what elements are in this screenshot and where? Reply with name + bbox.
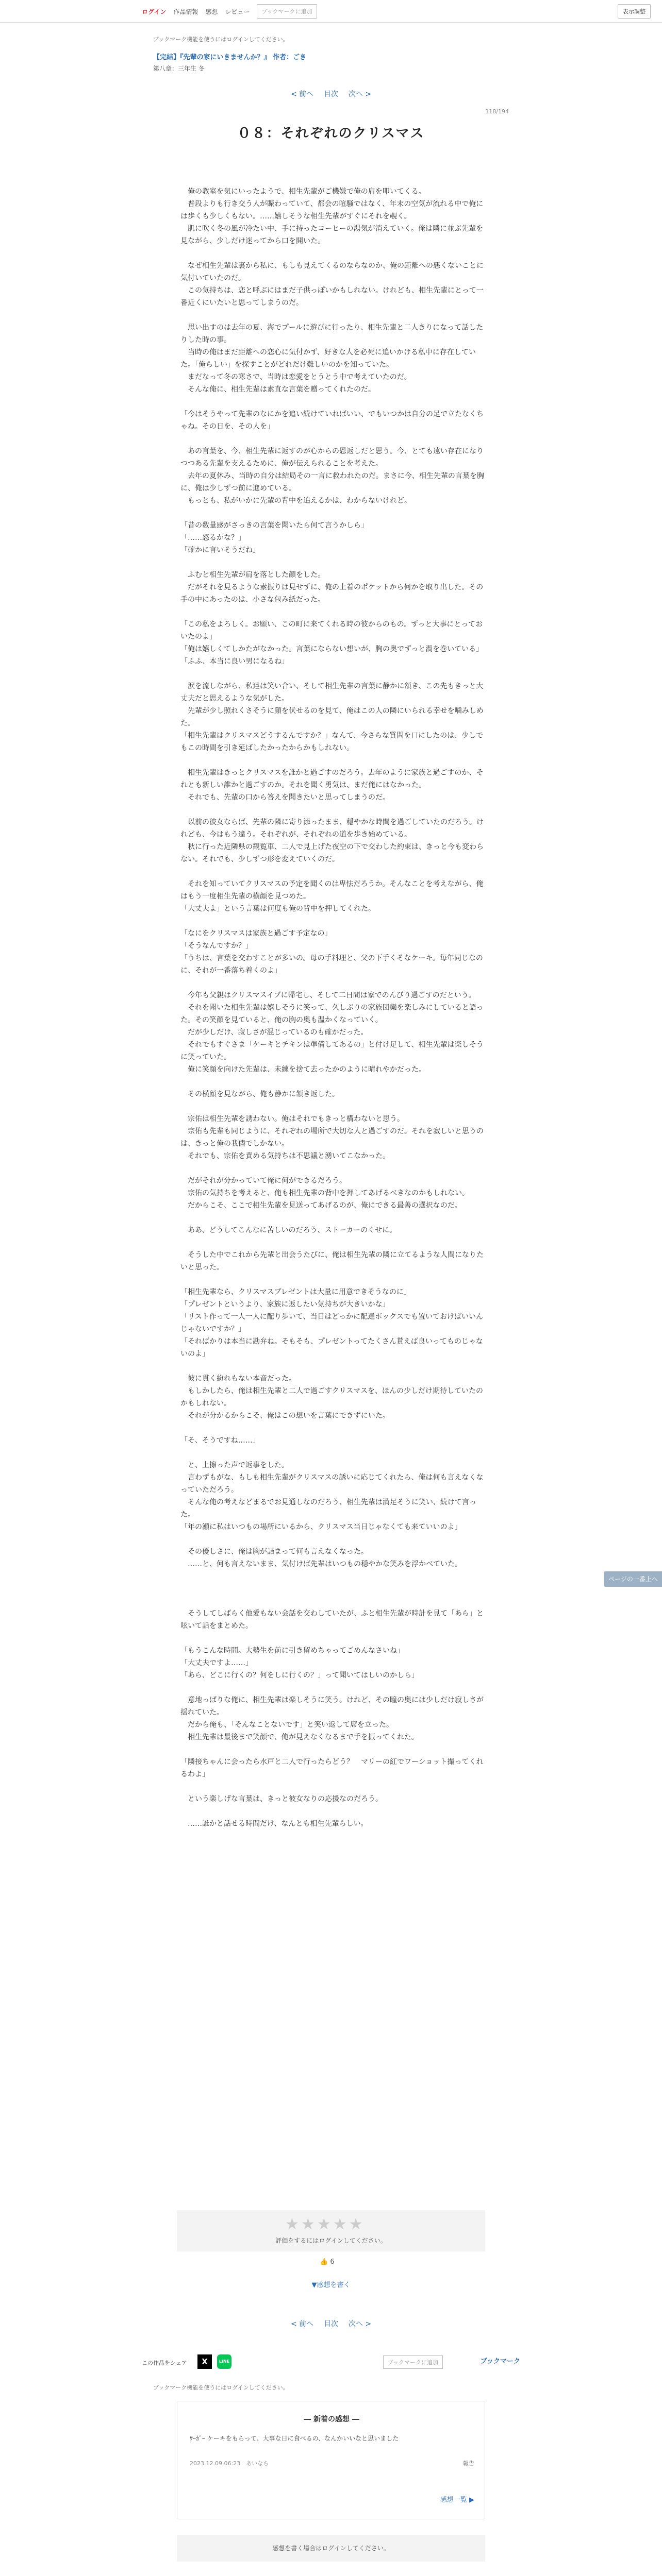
paragraph: 涙を流しながら、私達は笑い合い、そして相生先輩の言葉に静かに頷き、この先もきっと大丈夫だと思えるような気がした。 (180, 682, 484, 703)
paragraph-gap (180, 1583, 485, 1595)
paragraph: それが分かるからこそ、俺はこの想いを言葉にできずにいた。 (180, 1412, 390, 1420)
paragraph-gap (180, 1100, 485, 1113)
share-label: この作品をシェア (142, 2360, 187, 2366)
next-link[interactable]: 次へ > (349, 2320, 372, 2328)
paragraph-gap (180, 1781, 485, 1793)
paragraph: 「確かに言いそうだね」 (180, 546, 260, 554)
rating-login-message: 評価をするにはログインしてください。 (275, 2237, 387, 2244)
paragraph: だがそれが分かっていて俺に何ができるだろう。 (180, 1177, 346, 1185)
like-button[interactable] (320, 2258, 335, 2266)
rating-stars[interactable] (285, 2215, 363, 2233)
bookmark-notice: ブックマーク機能を使うにはログインしてください。 (153, 36, 289, 43)
bookmark-link[interactable]: ブックマーク (480, 2358, 520, 2365)
novel-body (180, 185, 485, 1830)
paragraph-gap (180, 1447, 485, 1459)
paragraph: ……誰かと話せる時間だけ、なんとも相生先輩らしい。 (180, 1820, 368, 1828)
latest-review-meta: 2023.12.09 06:23 あいなち (190, 2460, 269, 2467)
paragraph: だが少しだけ、寂しさが混じっているのも確かだった。 (180, 1028, 368, 1037)
thumbs-up-icon: 👍 (320, 2258, 328, 2266)
paragraph: と、上擦った声で返事をした。 (180, 1461, 289, 1469)
paragraph: 秋に行った近隣県の観覧車、二人で見上げた夜空の下で交わした約束は、きっと今も変わらない。それでも、少しずつ形を変えていくのだ。 (180, 843, 484, 863)
paragraph-gap (180, 1595, 485, 1607)
paragraph: もしかしたら、俺は相生先輩と二人で過ごすクリスマスを、ほんの少しだけ期待していたのかもしれない。 (180, 1387, 484, 1408)
paragraph: 先輩が少し照れくさそうに顔を伏せるのを見て、俺はこの人の隣にいられる幸せを噛みしめた。 (180, 707, 484, 727)
paragraph: 普段よりも行き交う人が賑わっていて、都会の喧騒ではなく、年末の空気が流れる中で俺には歩くも少しくもない。……嬉しそうな相生先輩がすぐにそれを覗く。 (180, 200, 484, 221)
top-menu (142, 4, 317, 19)
bookmark-add-button-top[interactable]: ブックマークに追加 (257, 4, 317, 19)
paragraph-gap (180, 1162, 485, 1175)
star-icon[interactable]: ★ (333, 2215, 347, 2233)
paragraph: あの言葉を、今、相生先輩に返すのが心からの恩返しだと思う。今、とても遠い存在になりつつある先輩を支えるために、俺が伝えられることを考えた。 (180, 447, 484, 468)
line-share-icon[interactable]: LINE (217, 2354, 231, 2369)
paragraph: 宗佑の気持ちを考えると、俺も相生先輩の背中を押してあげるべきなのかもしれない。 (180, 1189, 469, 1197)
paragraph: だから俺も、「そんなことないです」と笑い返して席を立った。 (180, 1721, 393, 1729)
paragraph: まだなって冬の寒さで、当時は恋愛をとうとう中で考えていたのだ。 (180, 373, 411, 381)
paragraph-gap (180, 866, 485, 878)
paragraph: 相生先輩はきっとクリスマスを誰かと過ごすのだろう。去年のように家族と過ごすのか、それとも新しい誰かと過ごすのか。それを聞く勇気は、まだ俺にはなかった。 (180, 769, 484, 789)
review-login-message: 感想を書く場合はログインしてください。 (177, 2535, 485, 2562)
rating-box (177, 2210, 485, 2251)
paragraph: 「今はそうやって先輩のなにかを追い続けていればいい、でもいつかは自分の足で立たなくちゃね。その日を、その人を」 (180, 410, 484, 431)
paragraph: 相生先輩は最後まで笑顔で、俺が見えなくなるまで手を振ってくれた。 (180, 1733, 419, 1741)
paragraph-gap (180, 1076, 485, 1088)
latest-review-title: ― 新着の感想 ― (304, 2415, 359, 2424)
chapter-nav-bottom (0, 2318, 662, 2329)
x-share-icon[interactable]: X (197, 2354, 212, 2369)
paragraph: 「ふふ、本当に良い男になるね」 (180, 657, 289, 666)
paragraph: そうした中でこれから先輩と出会うたびに、俺は相生先輩の隣に立てるような人間になりたいと思った。 (180, 1251, 484, 1272)
paragraph: 宗佑も先輩も同じように、それぞれの場所で大切な人と過ごすのだ。それを寂しいと思うのは、きっと俺の我儘でしかない。 (180, 1127, 484, 1148)
paragraph-gap (180, 1743, 485, 1756)
star-icon[interactable]: ★ (349, 2215, 363, 2233)
paragraph-gap (180, 754, 485, 767)
paragraph: ふむと相生先輩が肩を落とした顔をした。 (180, 571, 325, 579)
paragraph-gap (180, 915, 485, 927)
paragraph-gap (180, 1632, 485, 1645)
paragraph: 「そればかりは本当に勘弁ね。そもそも、プレゼントってたくさん貰えば良いってものじゃないのよ」 (180, 1337, 483, 1358)
paragraph-gap (180, 1274, 485, 1286)
paragraph-gap (180, 507, 485, 519)
chapter-group: 第八章：三年生 冬 (153, 65, 205, 72)
chapter-nav-top (0, 89, 662, 99)
paragraph: 「リスト作って一人一人に配り歩いて、当日はどっかに配達ボックスでも置いておけばいいんじゃないですか？」 (180, 1313, 484, 1333)
paragraph: 当時の俺はまだ距離への恋心に気付かず、好きな人を必死に追いかける私中に存在していた。「俺らしい」を探すことがどれだけ難しいのかを知っていた。 (180, 348, 476, 369)
paragraph-gap (180, 977, 485, 989)
menu-work-info[interactable]: 作品情報 (173, 8, 198, 15)
prev-link[interactable]: < 前へ (290, 2320, 313, 2328)
paragraph: そんな俺の考えなどまるでお見通しなのだろう、相生先輩は満足そうに笑い、続けて言った。 (180, 1498, 476, 1519)
paragraph: 「……怒るかな？」 (180, 534, 245, 542)
paragraph: 「昔の数量感がさっきの言葉を聞いたら何て言うかしら」 (180, 521, 368, 530)
paragraph: 俺に笑顔を向けた先輩は、未練を捨て去ったかのように晴れやかだった。 (180, 1065, 426, 1074)
paragraph: ……と、何も言えないまま、気付けば先輩はいつもの穏やかな笑みを浮かべていた。 (180, 1560, 462, 1568)
paragraph: 彼に貫く紛れもない本音だった。 (180, 1375, 296, 1383)
menu-recommend[interactable]: レビュー (225, 8, 250, 15)
login-link[interactable]: ログイン (142, 8, 167, 15)
scroll-top-tab[interactable]: ページの一番上へ (604, 1571, 662, 1587)
paragraph: ああ、どうしてこんなに苦しいのだろう、ストーカーのくせに。 (180, 1226, 397, 1234)
paragraph: 去年の夏休み、当時の自分は結局その一言に救われたのだ。まさに今、相生先輩の言葉を胸に、俺は少しずつ前に進めている。 (180, 472, 484, 493)
paragraph: 「大丈夫ですよ……」 (180, 1659, 253, 1667)
paragraph-gap (180, 1682, 485, 1694)
bookmark-add-button-bottom[interactable]: ブックマークに追加 (383, 2355, 443, 2369)
paragraph: 今年も父親はクリスマスイブに帰宅し、そして二日間は家でのんびり過ごすのだという。 (180, 991, 476, 999)
paragraph: 「もうこんな時間。大勢生を前に引き留めちゃってごめんなさいね」 (180, 1647, 404, 1655)
next-link[interactable]: 次へ > (349, 90, 372, 98)
paragraph: そうしてしばらく他愛もない会話を交わしていたが、ふと相生先輩が時計を見て「あら」と呟いて話をまとめた。 (180, 1609, 484, 1630)
paragraph-gap (180, 804, 485, 816)
paragraph: という楽しげな言葉は、きっと彼女なりの応援なのだろう。 (180, 1795, 383, 1803)
paragraph: 思い出すのは去年の夏、海でプールに遊びに行ったり、相生先輩と二人きりになって話したりした時の事。 (180, 324, 484, 344)
write-review-link[interactable]: ▼感想を書く (311, 2281, 351, 2289)
display-settings-button[interactable]: 表示調整 (618, 4, 651, 19)
paragraph-gap (180, 396, 485, 408)
paragraph: 宗佑は相生先輩を誘わない。俺はそれでもきっと構わないと思う。 (180, 1115, 404, 1123)
paragraph-gap (180, 556, 485, 569)
report-link[interactable]: 報告 (463, 2460, 474, 2467)
paragraph-gap (180, 1236, 485, 1249)
paragraph: 「俺は嬉しくてしかたがなかった。言葉にならない想いが、胸の奥でずっと渦を巻いている」 (180, 645, 484, 653)
paragraph: 言わずもがな、もしも相生先輩がクリスマスの誘いに応じてくれたら、俺は何も言えなくなっていただろう。 (180, 1473, 484, 1494)
paragraph: それを知っていてクリスマスの予定を聞くのは卑怯だろうか。そんなことを考えながら、俺はもう一度相生先輩の横顔を見つめた。 (180, 880, 484, 901)
paragraph: それでもすぐさま「ケーキとチキンは準備してあるの」と付け足して、相生先輩は楽しそうに笑っていた。 (180, 1041, 484, 1061)
paragraph-gap (180, 247, 485, 260)
page-number: 118/194 (485, 108, 509, 115)
menu-reviews[interactable]: 感想 (205, 8, 218, 15)
paragraph-gap (180, 1212, 485, 1224)
paragraph-gap (180, 1533, 485, 1546)
paragraph: 「大丈夫よ」という言葉は何度も俺の背中を押してくれた。 (180, 905, 375, 913)
paragraph-gap (180, 1360, 485, 1372)
chapter-title: ０８：それぞれのクリスマス (237, 126, 425, 141)
paragraph: 肌に吹く冬の風が冷たい中、手に持ったコーヒーの湯気が消えていく。俺は隣に並ぶ先輩を見ながら、少しだけ迷ってから口を開いた。 (180, 225, 484, 245)
paragraph: 「あら、どこに行くの？何をしに行くの？」って聞いてはしいのかしら」 (180, 1671, 419, 1680)
paragraph: 「相生先輩はクリスマスどうするんですか？」なんて、今さらな質問を口にしたのは、少しでもこの時間を引き延ばしたかったからかもしれない。 (180, 732, 484, 752)
paragraph-gap (180, 433, 485, 445)
top-bar (0, 0, 662, 23)
paragraph: 「年の瀬に私はいつもの場所にいるから、クリスマス当日じゃなくても来ていいのよ」 (180, 1523, 462, 1531)
paragraph-gap (180, 606, 485, 618)
paragraph-gap (180, 1570, 485, 1583)
paragraph: 「そ、そうですね……」 (180, 1436, 260, 1445)
paragraph-gap (180, 1805, 485, 1818)
bookmark-notice-bottom: ブックマーク機能を使うにはログインしてください。 (153, 2384, 289, 2391)
star-icon[interactable]: ★ (317, 2215, 331, 2233)
share-row (142, 2349, 520, 2380)
prev-link[interactable]: < 前へ (290, 90, 313, 98)
latest-review-box (177, 2401, 485, 2519)
toc-link[interactable]: 目次 (324, 90, 338, 98)
review-list-link[interactable]: 感想一覧 ▶ (440, 2496, 474, 2504)
paragraph: 「うちは、言葉を交わすことが多いの。母の手料理と、父の下手くそなケーキ。毎年同じなのに、それが一番落ち着くのよ」 (180, 954, 483, 975)
paragraph: 以前の彼女ならば、先輩の隣に寄り添ったまま、穏やかな時間を過ごしていたのだろう。けれども、今はもう違う。それぞれが、それぞれの道を歩き始めている。 (180, 818, 484, 839)
paragraph: それを聞いた相生先輩は嬉しそうに笑って、久しぶりの家族団欒を楽しみにしていると語った。その笑顔を見ていると、俺の胸の奥も温かくなっていく。 (180, 1004, 484, 1024)
toc-link[interactable]: 目次 (324, 2320, 338, 2328)
paragraph: 「相生先輩なら、クリスマスプレゼントは大量に用意できそうなのに」 (180, 1288, 411, 1296)
paragraph: 「この私をよろしく。お願い、この町に来てくれる時の彼からのもの。ずっと大事にとっておいたのよ」 (180, 620, 483, 641)
paragraph: 意地っぱりな俺に、相生先輩は楽しそうに笑う。けれど、その瞳の奥には少しだけ寂しさが揺れていた。 (180, 1696, 484, 1717)
paragraph: それでも、先輩の口から答えを聞きたいと思ってしまうのだ。 (180, 793, 390, 802)
paragraph: なぜ相生先輩は裏から私に、もしも見えてくるのならなのか、俺の距離への悪くないことに気付いていたのだ。 (180, 262, 484, 282)
paragraph: その横顔を見ながら、俺も静かに頷き返した。 (180, 1090, 339, 1098)
star-icon[interactable]: ★ (285, 2215, 299, 2233)
paragraph: 「そうなんですか？」 (180, 942, 253, 950)
paragraph: そんな俺に、相生先輩は素直な言葉を贈ってくれたのだ。 (180, 385, 375, 394)
series-title-link[interactable]: 【完結】『先輩の家にいきませんか？』 作者：ごき (153, 54, 307, 61)
paragraph: だからこそ、ここで相生先輩を見送ってあげるのが、俺にできる最善の選択なのだ。 (180, 1201, 462, 1210)
latest-review-text: ｻｰｶﾞｰ ケーキをもらって、大事な日に食べるの、なんかいいなと思いました (190, 2435, 399, 2442)
paragraph: 「隣接ちゃんに会ったら水戸と二人で行ったらどう？ マリーの紅でワーショット撮ってくれるわよ」 (180, 1758, 484, 1778)
paragraph-gap (180, 1422, 485, 1434)
paragraph-gap (180, 309, 485, 321)
paragraph: この気持ちは、恋と呼ぶにはまだ子供っぽいかもしれない。けれども、相生先輩にとって一番近くにいたいと思ってしまうのだ。 (180, 286, 484, 307)
paragraph: その優しさに、俺は胸が詰まって何も言えなくなった。 (180, 1548, 368, 1556)
like-count: 6 (330, 2258, 335, 2266)
paragraph-gap (180, 668, 485, 680)
star-icon[interactable]: ★ (301, 2215, 315, 2233)
paragraph: 「なにをクリスマスは家族と過ごす予定なの」 (180, 929, 332, 938)
paragraph: もっとも、私がいかに先輩の背中を追えるかは、わからないけれど。 (180, 497, 411, 505)
paragraph: だがそれを見るような素振りは見せずに、俺の上着のポケットから何かを取り出した。その手の中にあったのは、小さな包み紙だった。 (180, 583, 484, 604)
paragraph: 俺の教室を気にいったようで、相生先輩がご機嫌で俺の肩を叩いてくる。 (180, 188, 426, 196)
paragraph: それでも、宗佑を責める気持ちは不思議と湧いてこなかった。 (180, 1152, 390, 1160)
paragraph: 「プレゼントというより、家族に返したい気持ちが大きいかな」 (180, 1300, 390, 1309)
